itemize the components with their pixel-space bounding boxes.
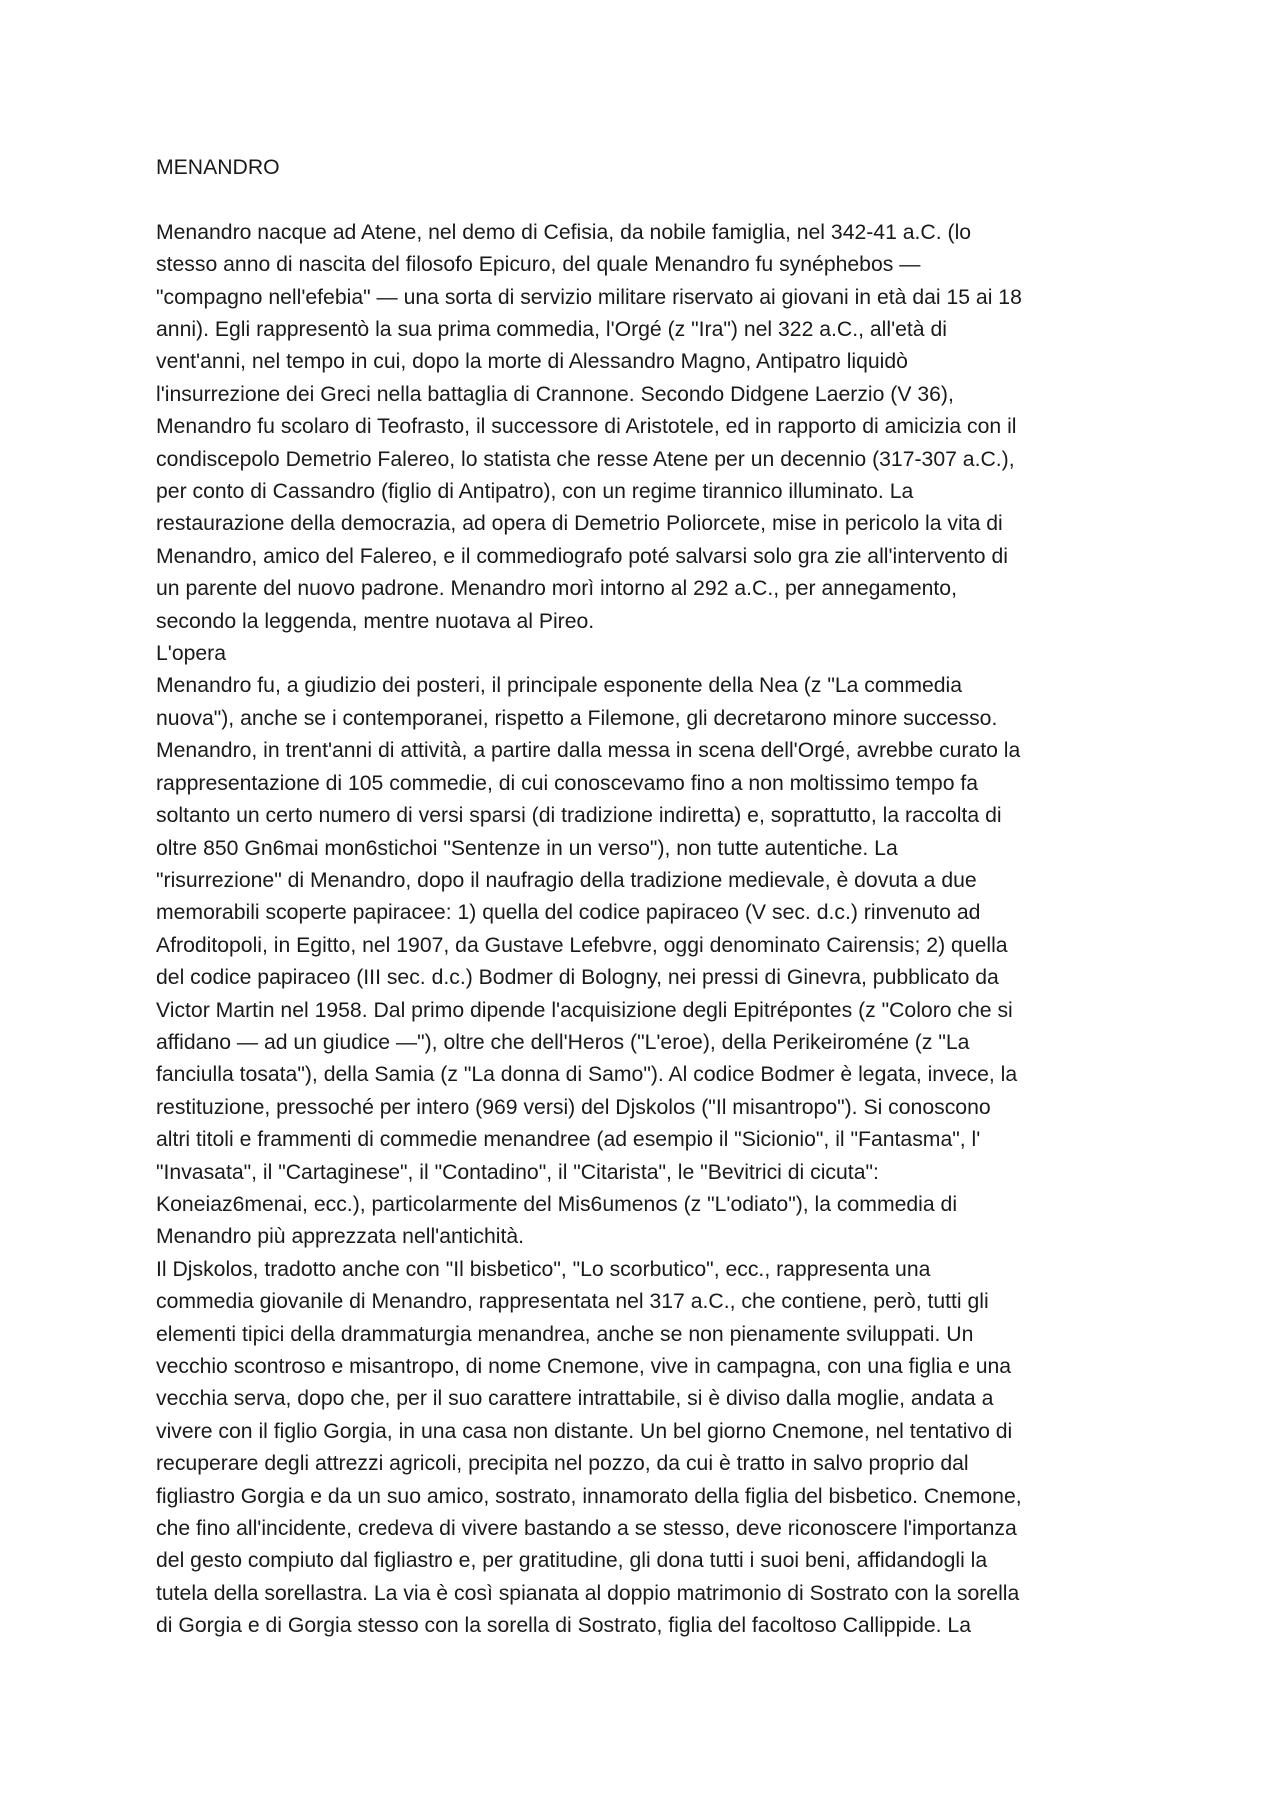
text-line: fanciulla tosata"), della Samia (z "La donna di Samo"). Al codice Bodmer è legata, invece, la xyxy=(156,1063,1018,1087)
text-line: anni). Egli rappresentò la sua prima commedia, l'Orgé (z "Ira") nel 322 a.C., all'età di xyxy=(156,318,947,342)
text-line: Afroditopoli, in Egitto, nel 1907, da Gustave Lefebvre, oggi denominato Cairensis; 2) quella xyxy=(156,933,1008,957)
section-heading-opera: L'opera xyxy=(156,642,227,666)
text-line: del codice papiraceo (III sec. d.c.) Bodmer di Bologny, nei pressi di Ginevra, pubblicato da xyxy=(156,966,999,990)
text-line: Koneiaz6menai, ecc.), particolarmente del Mis6umenos (z "L'odiato"), la commedia di xyxy=(156,1192,958,1216)
text-line: vivere con il figlio Gorgia, in una casa non distante. Un bel giorno Cnemone, nel tentativo di xyxy=(156,1419,1013,1443)
text-line: di Gorgia e di Gorgia stesso con la sorella di Sostrato, figlia del facoltoso Callippide. La xyxy=(156,1614,971,1638)
text-line: "Invasata", il "Cartaginese", il "Contadino", il "Citarista", le "Bevitrici di cicuta": xyxy=(156,1160,879,1184)
text-line: Menandro, in trent'anni di attività, a partire dalla messa in scena dell'Orgé, avrebbe curato la xyxy=(156,739,1021,763)
text-line: nuova"), anche se i contemporanei, rispetto a Filemone, gli decretarono minore successo. xyxy=(156,706,998,730)
document-title: MENANDRO xyxy=(156,156,280,179)
text-line: soltanto un certo numero di versi sparsi (di tradizione indiretta) e, soprattutto, la raccolta di xyxy=(156,804,1002,828)
text-line: restaurazione della democrazia, ad opera di Demetrio Poliorcete, mise in pericolo la vita di xyxy=(156,512,1003,536)
text-line: vent'anni, nel tempo in cui, dopo la morte di Alessandro Magno, Antipatro liquidò xyxy=(156,350,908,374)
document-text xyxy=(156,217,1136,1643)
text-line: condiscepolo Demetrio Falereo, lo statista che resse Atene per un decennio (317-307 a.C.), xyxy=(156,447,1015,471)
text-line: recuperare degli attrezzi agricoli, precipita nel pozzo, da cui è tratto in salvo proprio dal xyxy=(156,1452,969,1476)
text-line: Menandro, amico del Falereo, e il commediografo poté salvarsi solo gra zie all'intervento di xyxy=(156,544,1008,568)
text-line: oltre 850 Gn6mai mon6stichoi "Sentenze in un verso"), non tutte autentiche. La xyxy=(156,836,898,860)
document-body xyxy=(156,152,1136,1643)
text-line: Menandro fu, a giudizio dei posteri, il principale esponente della Nea (z "La commedia xyxy=(156,674,963,698)
text-line: un parente del nuovo padrone. Menandro morì intorno al 292 a.C., per annegamento, xyxy=(156,577,957,601)
text-line: "risurrezione" di Menandro, dopo il naufragio della tradizione medievale, è dovuta a due xyxy=(156,868,977,892)
text-line: altri titoli e frammenti di commedie menandree (ad esempio il "Sicionio", il "Fantasma", l' xyxy=(156,1128,981,1152)
text-line: Il Djskolos, tradotto anche con "Il bisbetico", "Lo scorbutico", ecc., rappresenta una xyxy=(156,1257,931,1281)
text-line: secondo la leggenda, mentre nuotava al Pireo. xyxy=(156,609,595,633)
text-line: rappresentazione di 105 commedie, di cui conoscevamo fino a non moltissimo tempo fa xyxy=(156,771,979,795)
text-line: per conto di Cassandro (figlio di Antipatro), con un regime tirannico illuminato. La xyxy=(156,480,914,504)
text-line: Menandro fu scolaro di Teofrasto, il successore di Aristotele, ed in rapporto di amicizia con il xyxy=(156,415,1017,439)
text-line: elementi tipici della drammaturgia menandrea, anche se non pienamente sviluppati. Un xyxy=(156,1322,974,1346)
text-line: l'insurrezione dei Greci nella battaglia di Crannone. Secondo Didgene Laerzio (V 36), xyxy=(156,382,954,406)
text-line: Victor Martin nel 1958. Dal primo dipende l'acquisizione degli Epitrépontes (z "Coloro che si xyxy=(156,998,1013,1022)
text-line: "compagno nell'efebia" — una sorta di servizio militare riservato ai giovani in età dai 15 ai 18 xyxy=(156,285,1022,309)
text-line: del gesto compiuto dal figliastro e, per gratitudine, gli dona tutti i suoi beni, affidandogli la xyxy=(156,1549,988,1573)
text-line: tutela della sorellastra. La via è così spianata al doppio matrimonio di Sostrato con la sorella xyxy=(156,1581,1020,1605)
text-line: vecchio scontroso e misantropo, di nome Cnemone, vive in campagna, con una figlia e una xyxy=(156,1355,1012,1379)
title-spacer xyxy=(156,184,1136,216)
text-line: vecchia serva, dopo che, per il suo carattere intrattabile, si è diviso dalla moglie, andata a xyxy=(156,1387,994,1411)
text-line: affidano — ad un giudice —"), oltre che dell'Heros ("L'eroe), della Perikeiroméne (z "La xyxy=(156,1030,970,1054)
text-line: Menandro più apprezzata nell'antichità. xyxy=(156,1225,524,1249)
text-line: commedia giovanile di Menandro, rappresentata nel 317 a.C., che contiene, però, tutti gli xyxy=(156,1290,989,1314)
text-line: figliastro Gorgia e da un suo amico, sostrato, innamorato della figlia del bisbetico. Cnemone, xyxy=(156,1484,1022,1508)
text-line: restituzione, pressoché per intero (969 versi) del Djskolos ("Il misantropo"). Si conoscono xyxy=(156,1095,991,1119)
text-line: stesso anno di nascita del filosofo Epicuro, del quale Menandro fu synéphebos — xyxy=(156,253,921,277)
text-line: memorabili scoperte papiracee: 1) quella del codice papiraceo (V sec. d.c.) rinvenuto ad xyxy=(156,901,981,925)
text-line: che fino all'incidente, credeva di vivere bastando a se stesso, deve riconoscere l'importanza xyxy=(156,1517,1017,1541)
text-line: Menandro nacque ad Atene, nel demo di Cefisia, da nobile famiglia, nel 342-41 a.C. (lo xyxy=(156,220,972,244)
